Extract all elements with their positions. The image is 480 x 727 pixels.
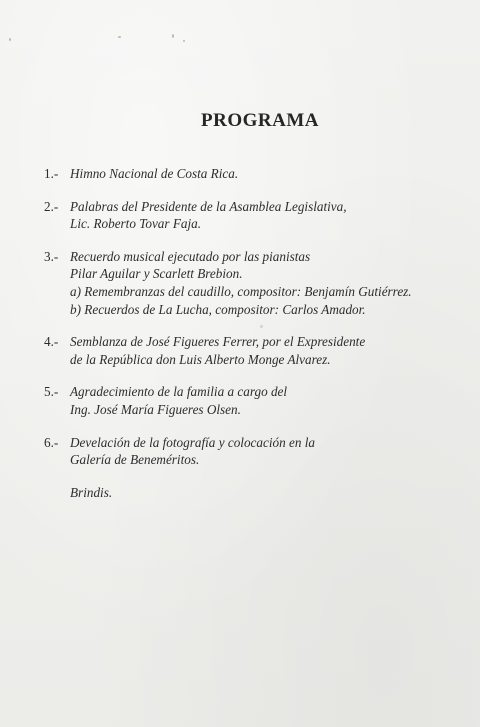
program-list bbox=[44, 165, 464, 501]
item-text: Himno Nacional de Costa Rica. bbox=[70, 166, 239, 181]
closing-text: Brindis. bbox=[70, 484, 113, 500]
program-item-6 bbox=[44, 434, 464, 469]
item-text: Lic. Roberto Tovar Faja. bbox=[70, 216, 202, 232]
paper-speck bbox=[118, 36, 121, 38]
program-item-3 bbox=[44, 248, 464, 318]
paper-speck bbox=[9, 38, 11, 41]
item-text: a) Remembranzas del caudillo, compositor: Benjamín Gutiérrez. bbox=[70, 283, 412, 299]
page-title: PROGRAMA bbox=[201, 110, 319, 131]
item-text: de la República don Luis Alberto Monge Alvarez. bbox=[70, 351, 331, 367]
item-text: Develación de la fotografía y colocación en la bbox=[70, 434, 315, 450]
item-text: Galería de Beneméritos. bbox=[70, 452, 200, 468]
program-item-1 bbox=[44, 165, 464, 183]
program-item-5 bbox=[44, 383, 464, 418]
item-text: Ing. José María Figueres Olsen. bbox=[70, 401, 241, 417]
program-item-4 bbox=[44, 333, 464, 368]
item-number: 4.- bbox=[44, 334, 59, 350]
program-item-2 bbox=[44, 198, 464, 233]
item-number: 6.- bbox=[44, 434, 59, 450]
paper-speck bbox=[172, 34, 174, 38]
item-number: 2.- bbox=[44, 198, 59, 214]
item-number: 3.- bbox=[44, 248, 59, 264]
item-text: Agradecimiento de la familia a cargo del bbox=[70, 384, 288, 400]
item-text: Pilar Aguilar y Scarlett Brebion. bbox=[70, 266, 243, 282]
item-text: Recuerdo musical ejecutado por las pianistas bbox=[70, 248, 311, 264]
item-number: 5.- bbox=[44, 384, 59, 400]
item-text: Palabras del Presidente de la Asamblea Legislativa, bbox=[70, 198, 347, 214]
item-number: 1.- bbox=[44, 166, 59, 181]
item-text: b) Recuerdos de La Lucha, compositor: Carlos Amador. bbox=[70, 301, 366, 317]
item-text: Semblanza de José Figueres Ferrer, por el Expresidente bbox=[70, 334, 366, 350]
paper-speck bbox=[183, 40, 185, 42]
